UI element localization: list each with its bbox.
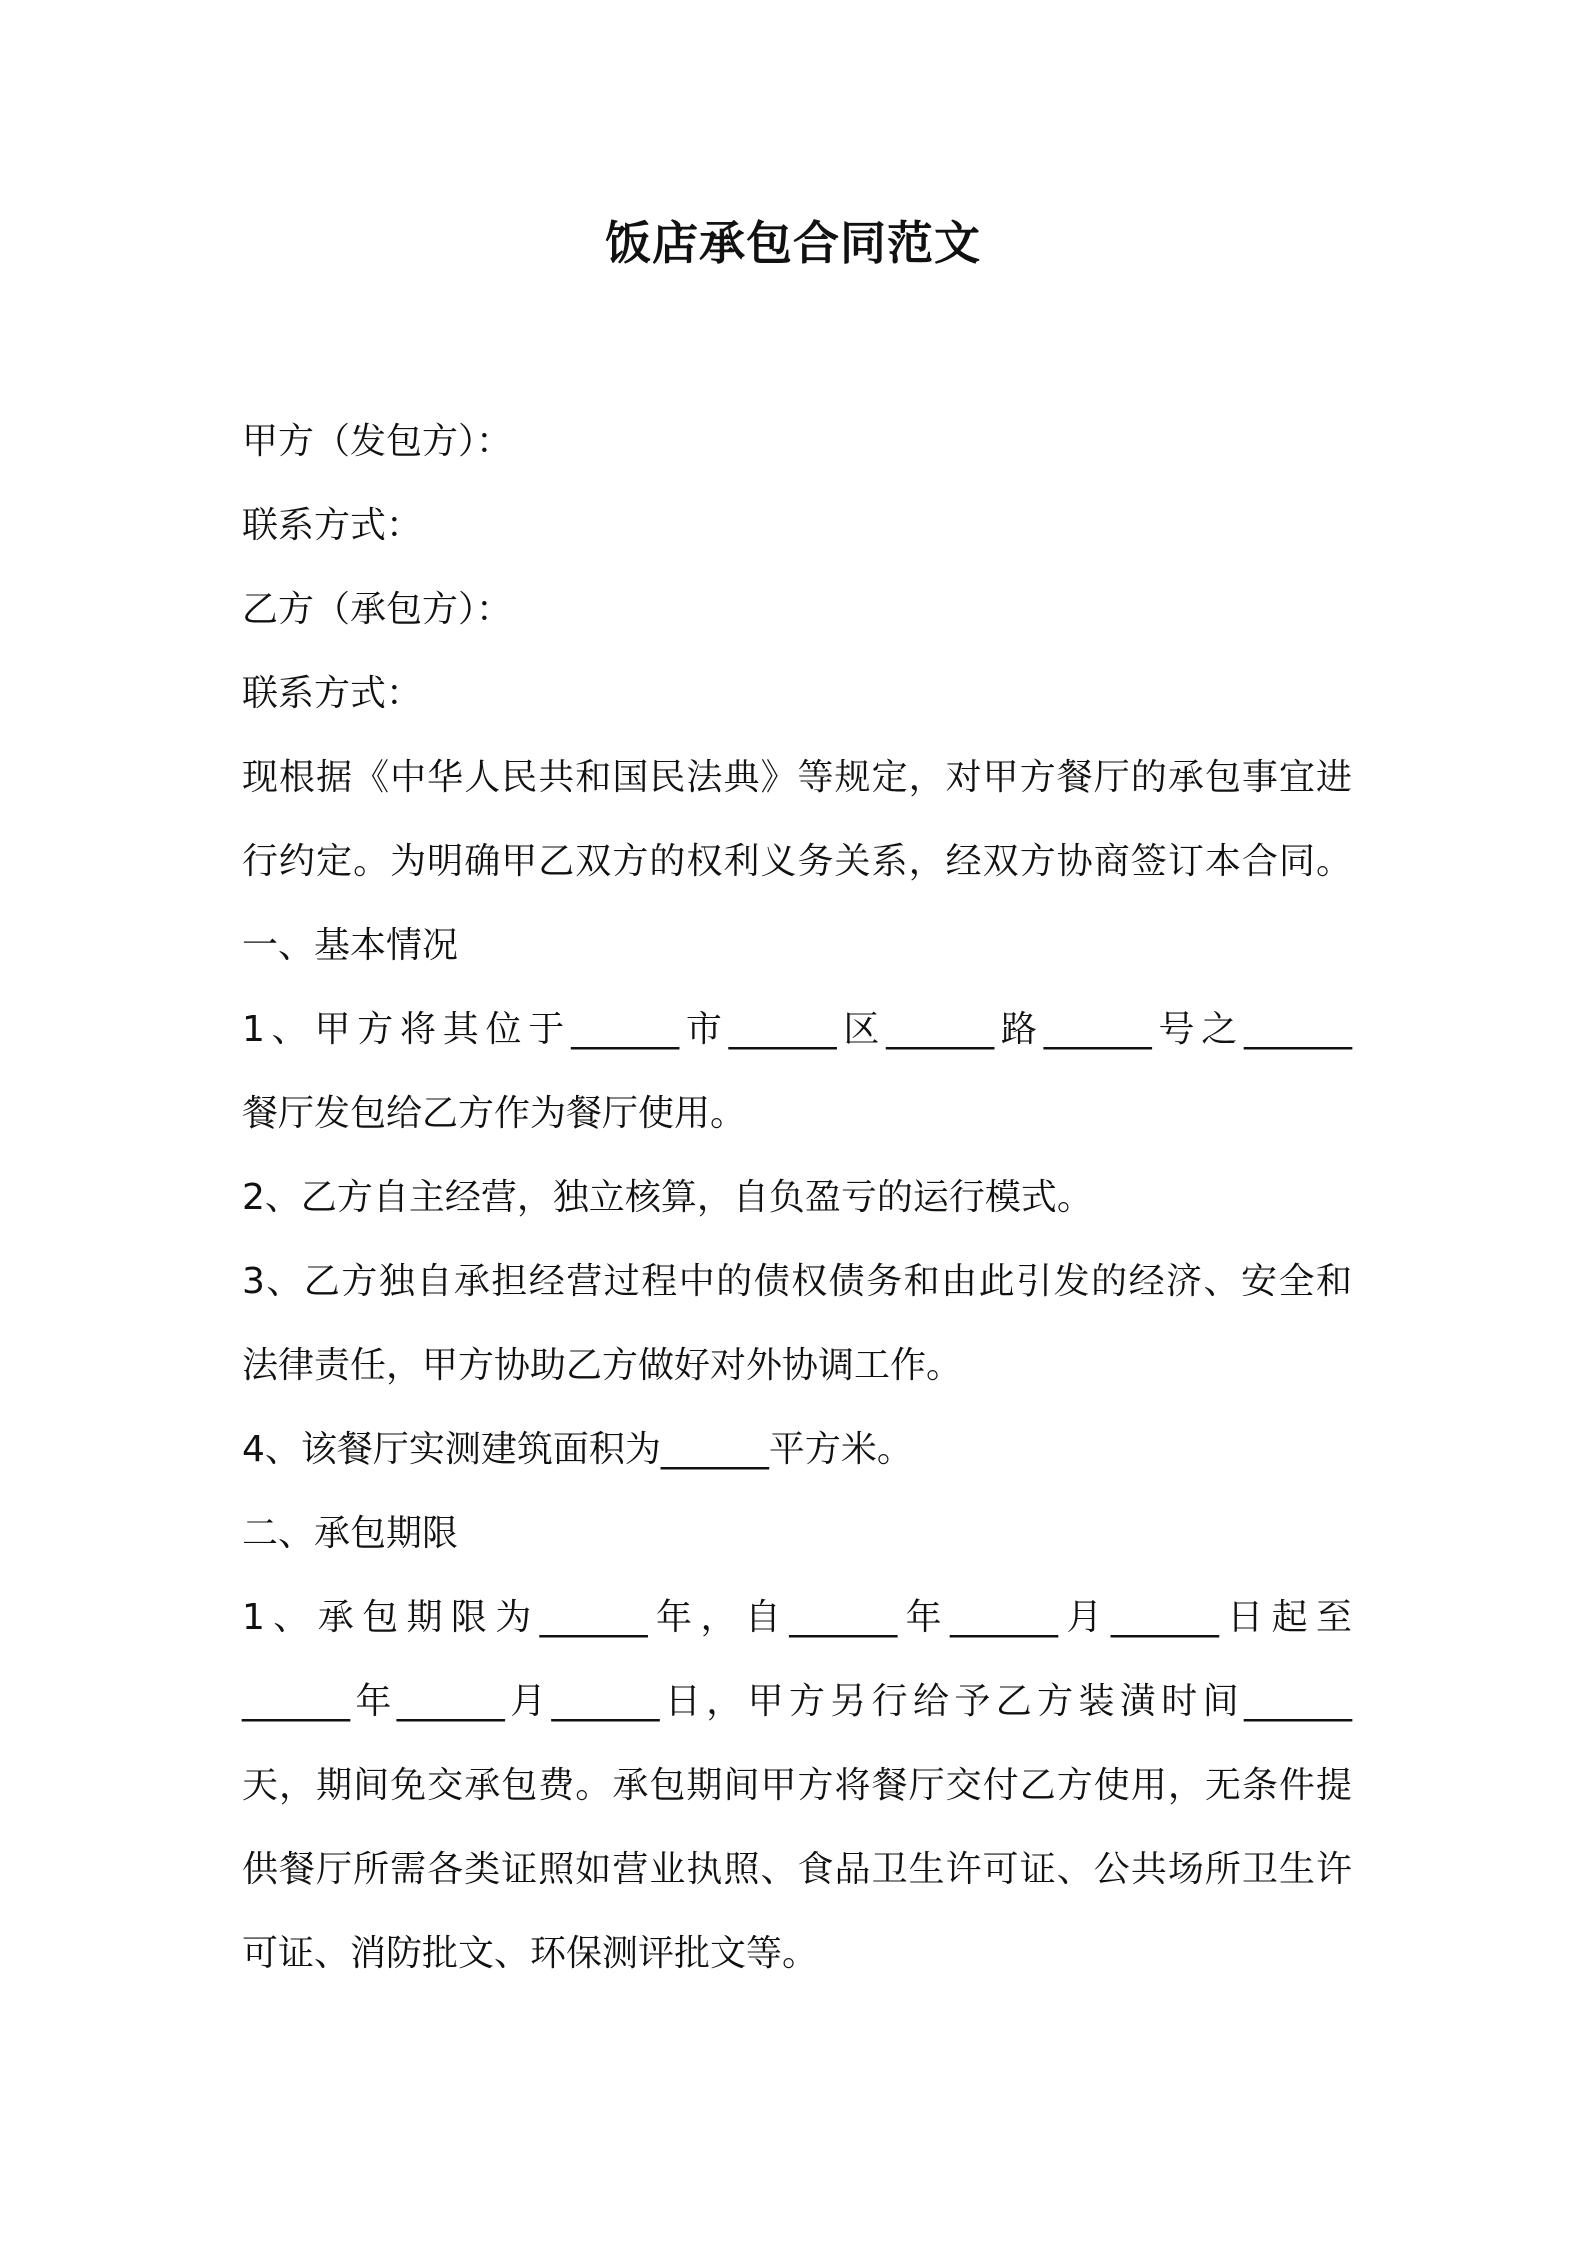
document-body [242, 400, 1352, 1996]
clause-2-1-line-3: 天，期间免交承包费。承包期间甲方将餐厅交付乙方使用，无条件提 [242, 1765, 1352, 1806]
clause-1-3-line-1: 3、乙方独自承担经营过程中的债权债务和由此引发的经济、安全和 [242, 1261, 1352, 1302]
section-heading-basic: 一、基本情况 [242, 925, 459, 966]
party-b-line: 乙方（承包方）： [242, 589, 513, 630]
clause-2-1-line-4: 供餐厅所需各类证照如营业执照、食品卫生许可证、公共场所卫生许 [242, 1849, 1352, 1890]
clause-1-4: 4、该餐厅实测建筑面积为______平方米。 [242, 1429, 913, 1470]
party-a-line: 甲方（发包方）： [242, 421, 513, 462]
clause-1-3-line-2: 法律责任，甲方协助乙方做好对外协调工作。 [242, 1345, 963, 1386]
clause-1-1-line-1: 1、甲方将其位于______市______区______路______号之______ [242, 1009, 1352, 1050]
party-b-contact-line: 联系方式： [242, 673, 423, 714]
clause-2-1-line-5: 可证、消防批文、环保测评批文等。 [242, 1933, 819, 1974]
party-a-contact-line: 联系方式： [242, 505, 423, 546]
preamble-line-2: 行约定。为明确甲乙双方的权利义务关系，经双方协商签订本合同。 [242, 841, 1352, 882]
clause-2-1-line-1: 1、承包期限为______年，自______年______月______日起至 [242, 1597, 1352, 1638]
preamble-line-1: 现根据《中华人民共和国民法典》等规定，对甲方餐厅的承包事宜进 [242, 757, 1352, 798]
clause-1-1-line-2: 餐厅发包给乙方作为餐厅使用。 [242, 1093, 747, 1134]
clause-1-2: 2、乙方自主经营，独立核算，自负盈亏的运行模式。 [242, 1177, 1093, 1218]
document-title: 饭店承包合同范文 [605, 216, 981, 270]
clause-2-1-line-2: ______年______月______日，甲方另行给予乙方装潢时间______ [242, 1681, 1352, 1722]
section-heading-term: 二、承包期限 [242, 1513, 459, 1554]
